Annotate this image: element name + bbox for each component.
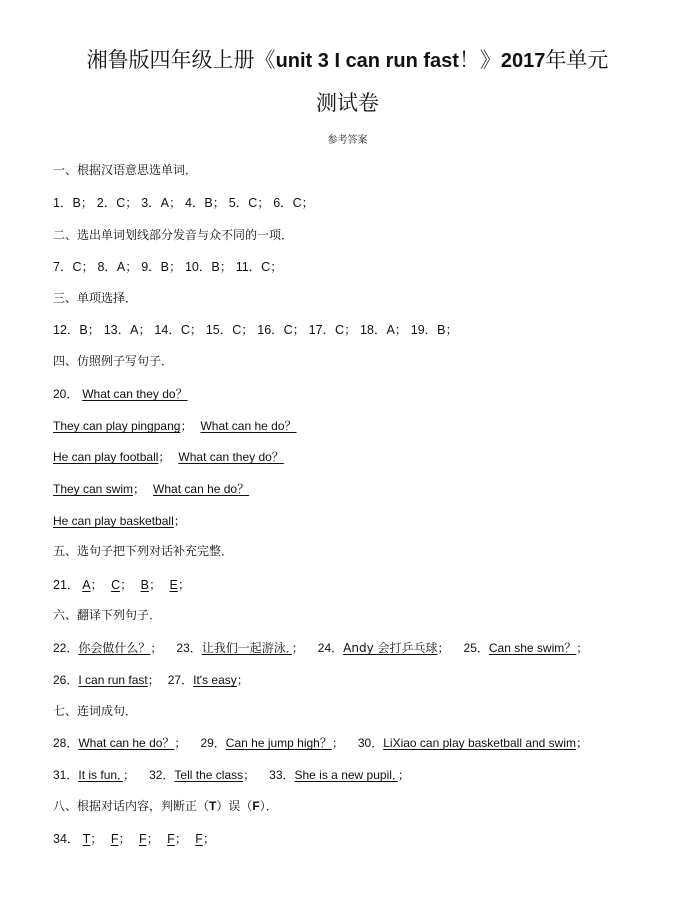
section-8-answers: 34． T； F； F； F； F； (53, 832, 216, 846)
answer-23: 让我们一起游泳． (201, 641, 292, 655)
answer-20-b: They can play pingpang (53, 419, 181, 433)
section-8-heading: 八、根据对话内容，判断正（T）误（F）． (53, 799, 278, 813)
answer-20-h: He can play basketball (53, 514, 174, 528)
answer-29: Can he jump high？ (225, 736, 332, 750)
section-4-line-5: He can play basketball； (53, 514, 186, 528)
section-7-heading: 七、连词成句． (53, 704, 138, 718)
answer-27: It's easy (193, 673, 237, 687)
section-7-line-2: 31．It is fun．； 32．Tell the class； 33．She is a new pupil．； (53, 768, 410, 782)
title-year: 2017 (500, 50, 546, 72)
section-4-heading: 四、仿照例子写句子． (53, 354, 174, 368)
section-3-heading: 三、单项选择． (53, 291, 138, 305)
section-4-line-1: 20． What can they do？ (53, 387, 188, 401)
section-6-line-1: 22．你会做什么？； 23．让我们一起游泳．； 24．Andy 会打乒乓球； 25．Can she swim？； (53, 641, 589, 655)
answer-20-c: What can he do？ (200, 419, 297, 433)
section-5-heading: 五、选句子把下列对话补充完整． (53, 544, 234, 558)
answer-24: Andy 会打乒乓球 (343, 641, 438, 655)
answer-30: LiXiao can play basketball and swim (383, 736, 577, 750)
document-title-line2: 测试卷 (316, 91, 379, 115)
answer-20-g: What can he do？ (153, 482, 250, 496)
section-4-line-3: He can play football； What can they do？ (53, 450, 284, 464)
section-3-answers: 12．B； 13．A； 14．C； 15．C； 16．C； 17．C； 18．A； 19．B； (53, 323, 458, 337)
answer-22: 你会做什么？ (78, 641, 151, 655)
answer-25: Can she swim？ (488, 641, 577, 655)
answer-32: Tell the class (174, 768, 244, 782)
section-7-line-1: 28．What can he do？； 29．Can he jump high？； 30．LiXiao can play basketball and swim； (53, 736, 589, 750)
section-2-heading: 二、选出单词划线部分发音与众不同的一项． (53, 228, 294, 242)
answer-20-d: He can play football (53, 450, 159, 464)
section-6-line-2: 26．I can run fast； 27．It's easy； (53, 673, 249, 687)
answer-31: It is fun． (78, 768, 124, 782)
answer-20: What can they do？ (82, 387, 188, 401)
section-4-line-4: They can swim； What can he do？ (53, 482, 250, 496)
answer-33: She is a new pupil． (294, 768, 398, 782)
section-2-answers: 7．C； 8．A； 9．B； 10．B； 11．C； (53, 260, 283, 274)
answer-26: I can run fast (78, 673, 148, 687)
answer-20-f: They can swim (53, 482, 134, 496)
section-1-heading: 一、根据汉语意思选单词． (53, 163, 198, 177)
answer-28: What can he do？ (78, 736, 175, 750)
section-6-heading: 六、翻译下列句子． (53, 608, 162, 622)
title-unit-name: unit 3 I can run fast (275, 50, 459, 72)
subtitle-answer-key: 参考答案 (327, 135, 368, 146)
section-1-answers: 1．B； 2．C； 3．A； 4．B； 5．C； 6．C； (53, 196, 315, 210)
answer-20-e: What can they do？ (178, 450, 284, 464)
section-4-line-2: They can play pingpang； What can he do？ (53, 419, 297, 433)
section-5-answers: 21． A； C； B； E； (53, 578, 191, 592)
document-title-line1: 湘鲁版四年级上册《unit 3 I can run fast！》2017年单元 (86, 48, 609, 72)
